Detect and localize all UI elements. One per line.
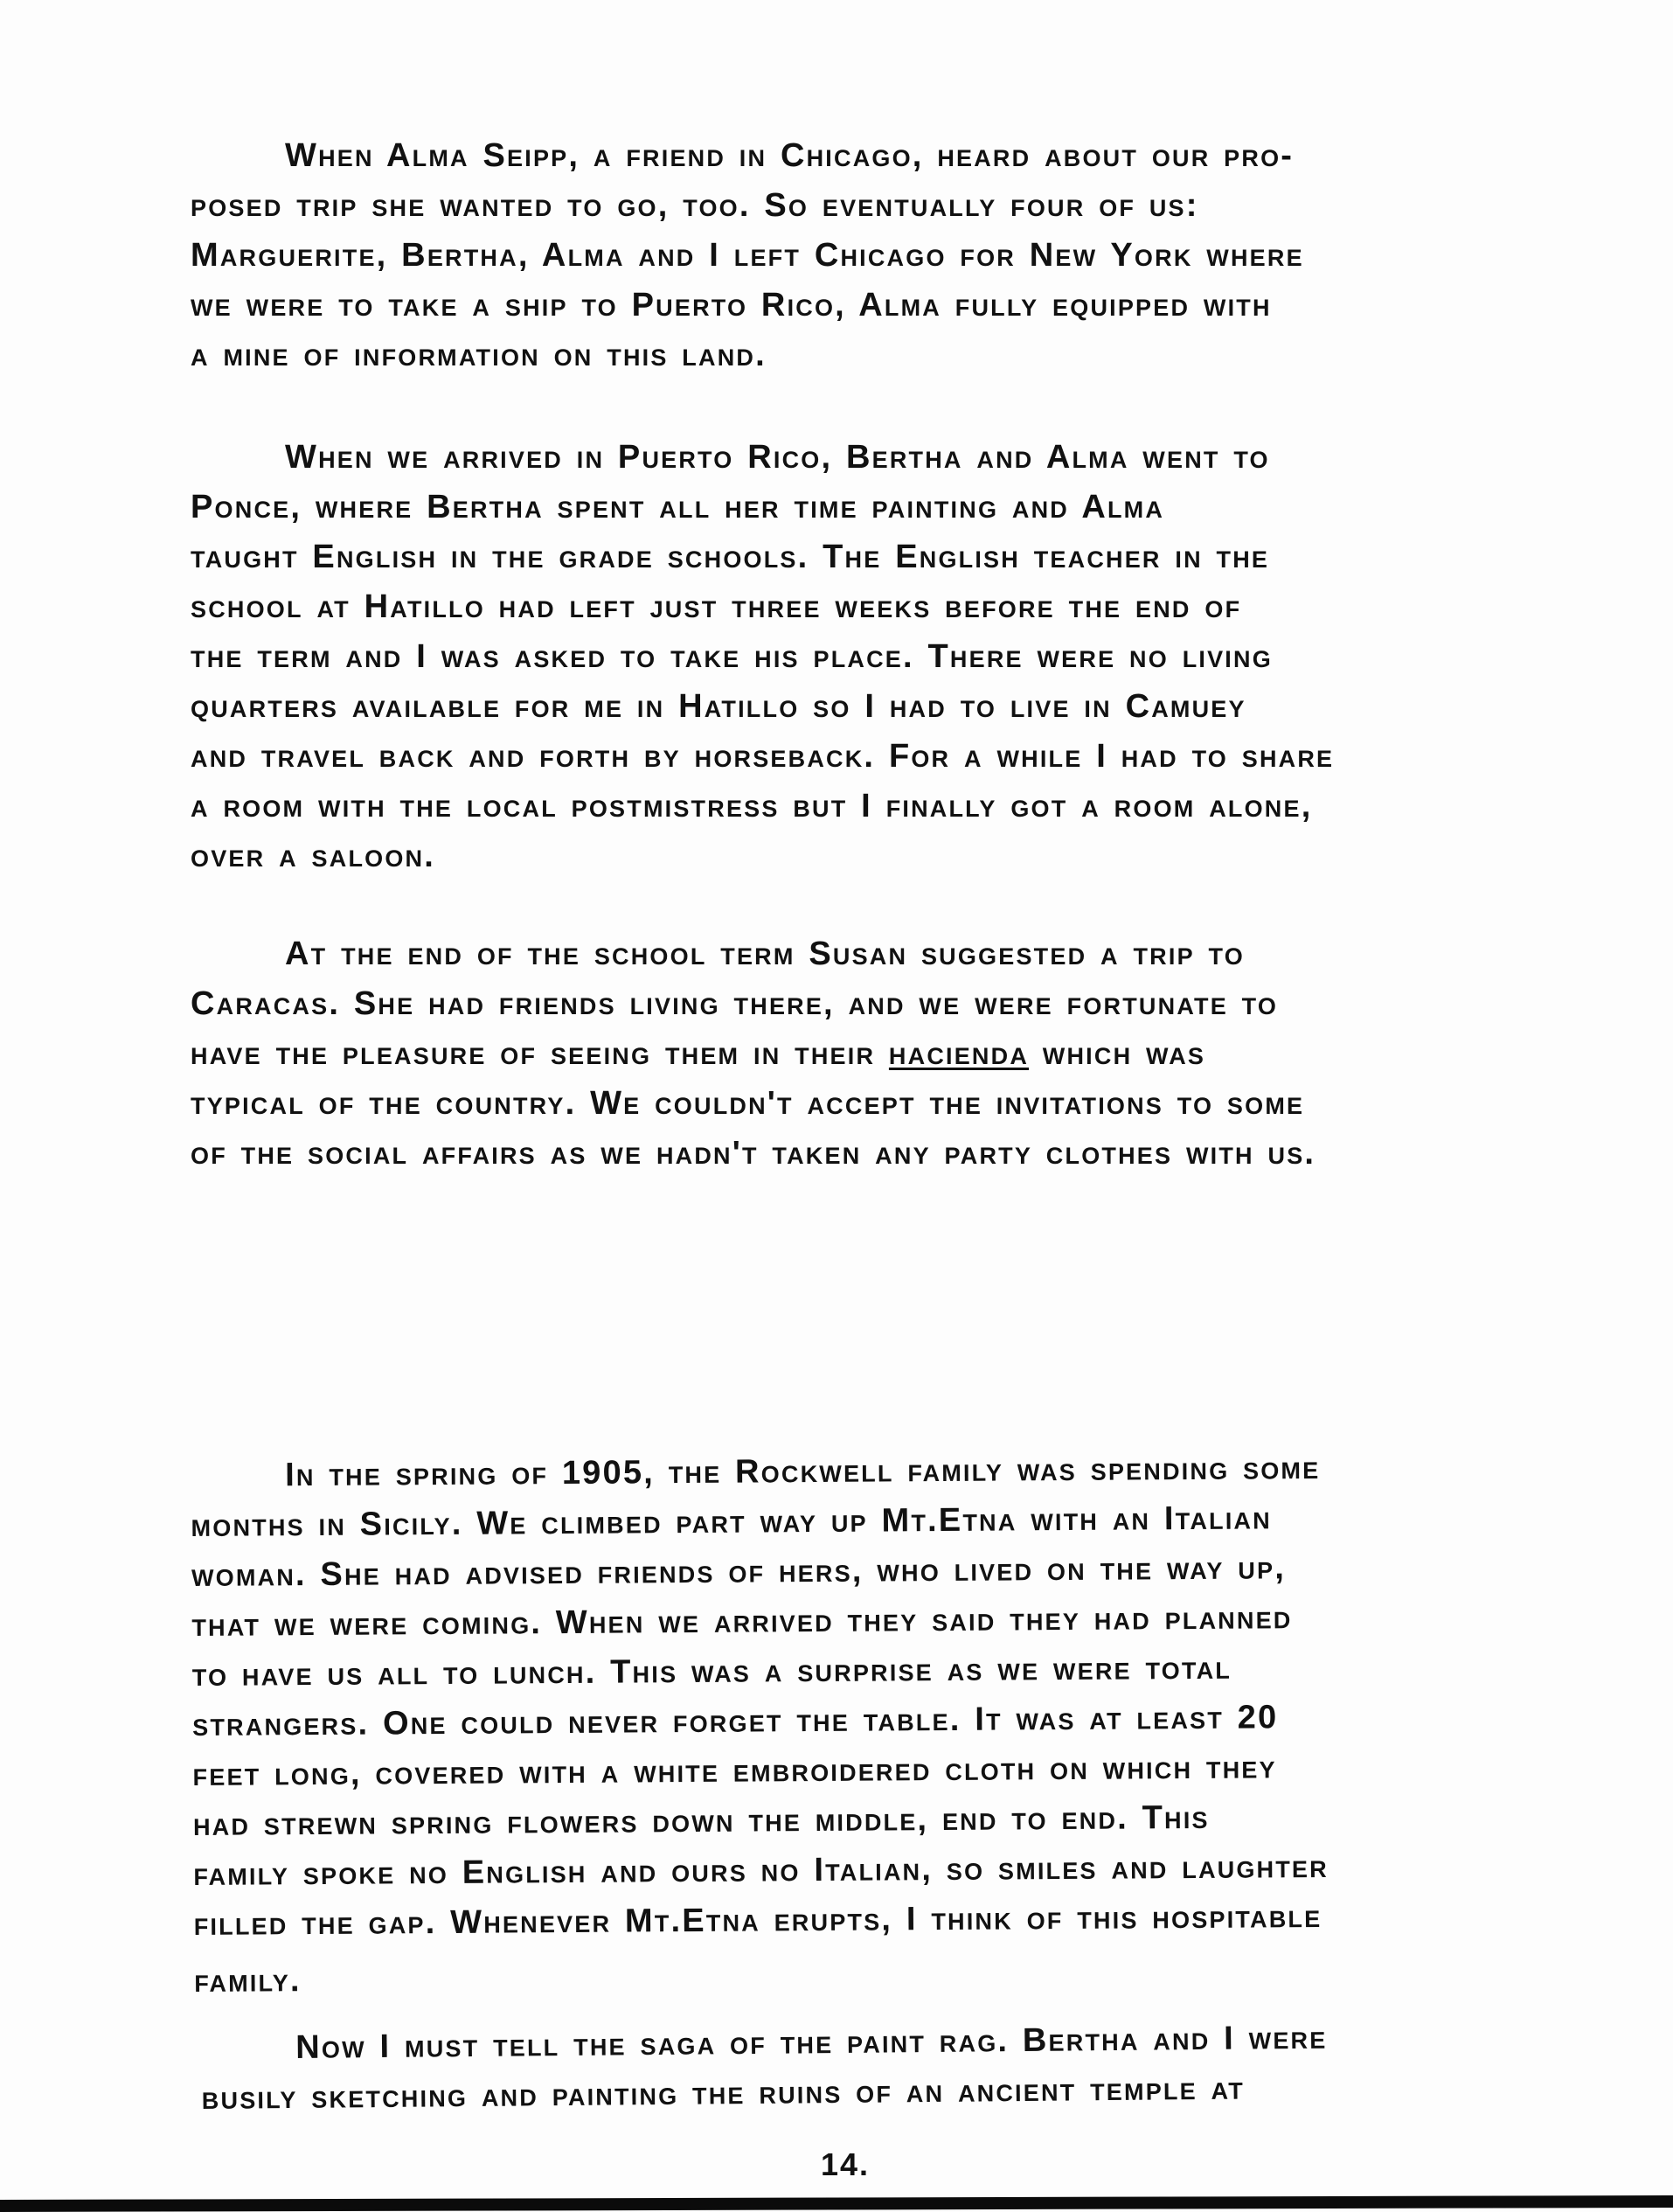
text-line: feet long, covered with a white embroidered cloth on which they	[192, 1749, 1277, 1793]
text-line: family.	[194, 1962, 302, 2000]
text-line: quarters available for me in Hatillo so I had to live in Camuey	[191, 688, 1246, 725]
paragraph-paint-rag	[201, 2010, 1635, 2124]
paragraph-puerto-rico	[191, 433, 1624, 881]
paragraph-caracas	[191, 929, 1624, 1179]
text-line: taught English in the grade schools. The English teacher in the	[191, 539, 1270, 575]
text-line: busily sketching and painting the ruins of an ancient temple at	[201, 2069, 1246, 2117]
text-line: of the social affairs as we hadn't taken any party clothes with us.	[191, 1135, 1316, 1172]
text-line: typical of the country. We couldn't accept the invitations to some	[191, 1085, 1305, 1122]
page-number: 14.	[820, 2146, 871, 2182]
text-line: over a saloon.	[191, 838, 435, 874]
paragraph-sicily	[191, 1442, 1628, 2007]
text-line: In the spring of 1905, the Rockwell family was spending some	[285, 1449, 1321, 1494]
text-line: we were to take a ship to Puerto Rico, Alma fully equipped with	[191, 287, 1272, 323]
text-line: a room with the local postmistress but I finally got a room alone,	[191, 788, 1313, 824]
text-line: family spoke no English and ours no Italian, so smiles and laughter	[193, 1847, 1329, 1893]
text-line: filled the gap. Whenever Mt.Etna erupts, I think of this hospitable	[193, 1897, 1322, 1943]
paragraph-alma-seipp	[191, 131, 1624, 380]
text-line: Now I must tell the saga of the paint rag. Bertha and I were	[295, 2019, 1328, 2066]
text-line: to have us all to lunch. This was a surprise as we were total	[191, 1649, 1232, 1694]
underlined-word-hacienda: hacienda	[888, 1035, 1030, 1072]
text-line: Ponce, where Bertha spent all her time painting and Alma	[191, 489, 1165, 525]
text-line: woman. She had advised friends of hers, who lived on the way up,	[191, 1549, 1287, 1594]
text-line: had strewn spring flowers down the middle, end to end. This	[192, 1798, 1210, 1843]
text-line: and travel back and forth by horseback. For a while I had to share	[191, 738, 1335, 775]
text-line: At the end of the school term Susan suggested a trip to	[285, 936, 1245, 972]
text-segment: have the pleasure of seeing them in their	[191, 1035, 876, 1072]
text-line: the term and I was asked to take his place. There were no living	[191, 638, 1273, 675]
text-line: When we arrived in Puerto Rico, Bertha and Alma went to	[285, 439, 1270, 476]
text-line: Caracas. She had friends living there, and we were fortunate to	[191, 985, 1279, 1022]
text-line	[191, 1029, 1624, 1079]
text-line: a mine of information on this land.	[191, 337, 767, 373]
text-line: months in Sicily. We climbed part way up Mt.Etna with an Italian	[191, 1499, 1273, 1544]
text-line: When Alma Seipp, a friend in Chicago, heard about our pro-	[285, 137, 1295, 174]
text-line: school at Hatillo had left just three weeks before the end of	[191, 588, 1242, 625]
text-line: strangers. One could never forget the table. It was at least 20	[192, 1699, 1279, 1743]
text-segment: which was	[1042, 1035, 1206, 1072]
scan-edge-shadow	[0, 2195, 1673, 2212]
text-line: that we were coming. When we arrived they said they had planned	[191, 1599, 1293, 1644]
text-line: Marguerite, Bertha, Alma and I left Chicago for New York where	[191, 237, 1304, 274]
text-line: posed trip she wanted to go, too. So eventually four of us:	[191, 187, 1199, 224]
